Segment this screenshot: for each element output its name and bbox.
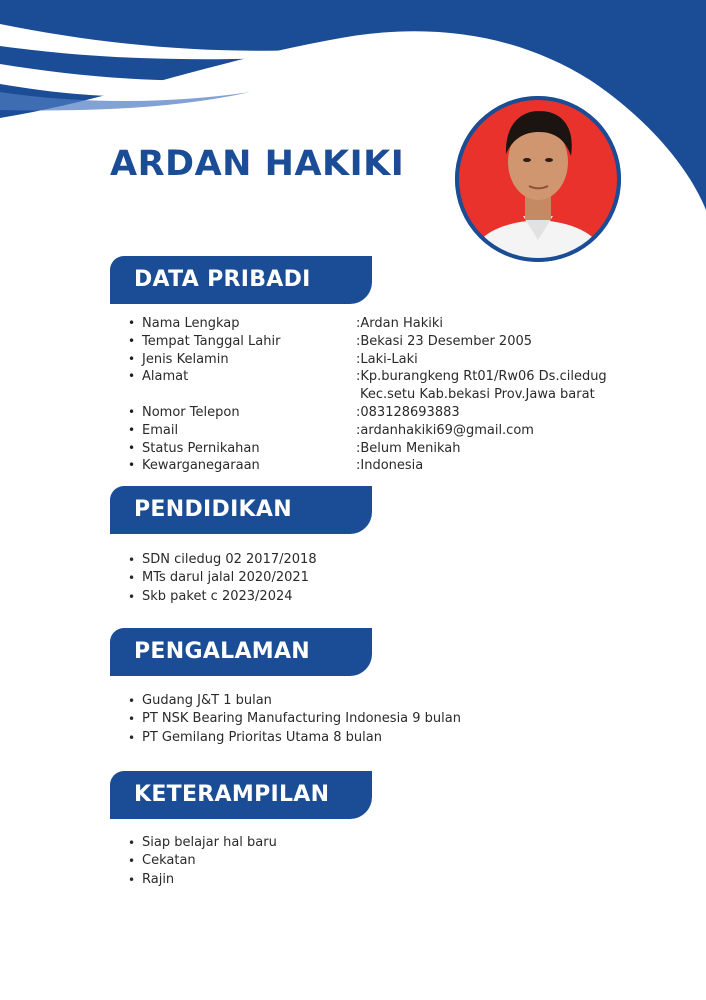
bullet-icon: • (128, 589, 136, 604)
bullet-icon: • (128, 369, 136, 384)
info-value-line: :Indonesia (356, 458, 424, 474)
experience-item-text: PT Gemilang Prioritas Utama 8 bulan (142, 729, 382, 745)
skill-item (128, 852, 277, 870)
info-value (356, 457, 608, 475)
info-label: Nama Lengkap (142, 316, 240, 331)
personal-info-row (128, 422, 608, 440)
personal-info-row (128, 351, 608, 369)
info-value-line: :083128693883 (356, 404, 460, 420)
bullet-icon: • (128, 404, 136, 419)
bullet-icon: • (128, 440, 136, 455)
info-value-line: :Belum Menikah (356, 440, 461, 456)
experience-item (128, 729, 461, 747)
education-list (128, 551, 317, 606)
bullet-icon: • (128, 571, 136, 586)
info-label: Status Pernikahan (142, 440, 260, 456)
info-label: Email (142, 422, 179, 438)
personal-info-row (128, 333, 608, 351)
bullet-icon: • (128, 730, 136, 745)
experience-item (128, 692, 461, 710)
info-value (356, 351, 608, 369)
info-label: Alamat (142, 369, 189, 385)
bullet-icon: • (128, 694, 136, 708)
skill-item (128, 834, 277, 852)
info-value-line: :ardanhakiki69@gmail.com (356, 422, 534, 438)
info-value (356, 368, 608, 404)
info-label: Nomor Telepon (142, 404, 240, 420)
info-label: Kewarganegaraan (142, 458, 260, 474)
skill-item-text: Rajin (142, 871, 175, 887)
bullet-icon: • (128, 422, 136, 437)
bullet-icon: • (128, 351, 136, 366)
info-value-line: :Laki-Laki (356, 351, 418, 367)
section-header-personal: DATA PRIBADI (110, 256, 372, 304)
bullet-icon: • (128, 333, 136, 348)
experience-item (128, 710, 461, 728)
personal-info-row (128, 440, 608, 458)
info-label: Jenis Kelamin (142, 351, 229, 367)
section-header-experience: PENGALAMAN (110, 628, 372, 676)
bullet-icon: • (128, 872, 136, 887)
personal-info-list (128, 315, 608, 475)
info-value-line: :Kp.burangkeng Rt01/Rw06 Ds.ciledug (356, 369, 607, 385)
bullet-icon: • (128, 854, 136, 869)
info-value-line: :Ardan Hakiki (356, 316, 444, 331)
experience-item-text: Gudang J&T 1 bulan (142, 693, 272, 708)
profile-photo (453, 94, 623, 264)
personal-info-row (128, 404, 608, 422)
education-item-text: SDN ciledug 02 2017/2018 (142, 552, 317, 567)
info-value (356, 440, 608, 458)
skill-item-text: Siap belajar hal baru (142, 835, 277, 850)
personal-info-row (128, 457, 608, 475)
bullet-icon: • (128, 836, 136, 850)
skill-item (128, 871, 277, 889)
education-item (128, 588, 317, 606)
bullet-icon: • (128, 316, 136, 330)
info-value-line: :Bekasi 23 Desember 2005 (356, 333, 533, 349)
bullet-icon: • (128, 458, 136, 473)
personal-info-row (128, 315, 608, 333)
info-value (356, 422, 608, 440)
skills-list (128, 834, 277, 889)
section-header-skills: KETERAMPILAN (110, 771, 372, 819)
experience-item-text: PT NSK Bearing Manufacturing Indonesia 9 bulan (142, 711, 461, 727)
education-item (128, 551, 317, 569)
bullet-icon: • (128, 712, 136, 727)
full-name-title: ARDAN HAKIKI (110, 144, 405, 184)
education-item-text: Skb paket c 2023/2024 (142, 588, 293, 604)
education-item-text: MTs darul jalal 2020/2021 (142, 570, 309, 586)
info-label: Tempat Tanggal Lahir (142, 333, 281, 349)
experience-list (128, 692, 461, 747)
info-value (356, 333, 608, 351)
info-value (356, 404, 608, 422)
info-value-line: Kec.setu Kab.bekasi Prov.Jawa barat (360, 387, 595, 403)
info-value (356, 315, 608, 333)
section-header-education: PENDIDIKAN (110, 486, 372, 534)
bullet-icon: • (128, 553, 136, 567)
skill-item-text: Cekatan (142, 853, 196, 869)
education-item (128, 569, 317, 587)
personal-info-row (128, 368, 608, 404)
